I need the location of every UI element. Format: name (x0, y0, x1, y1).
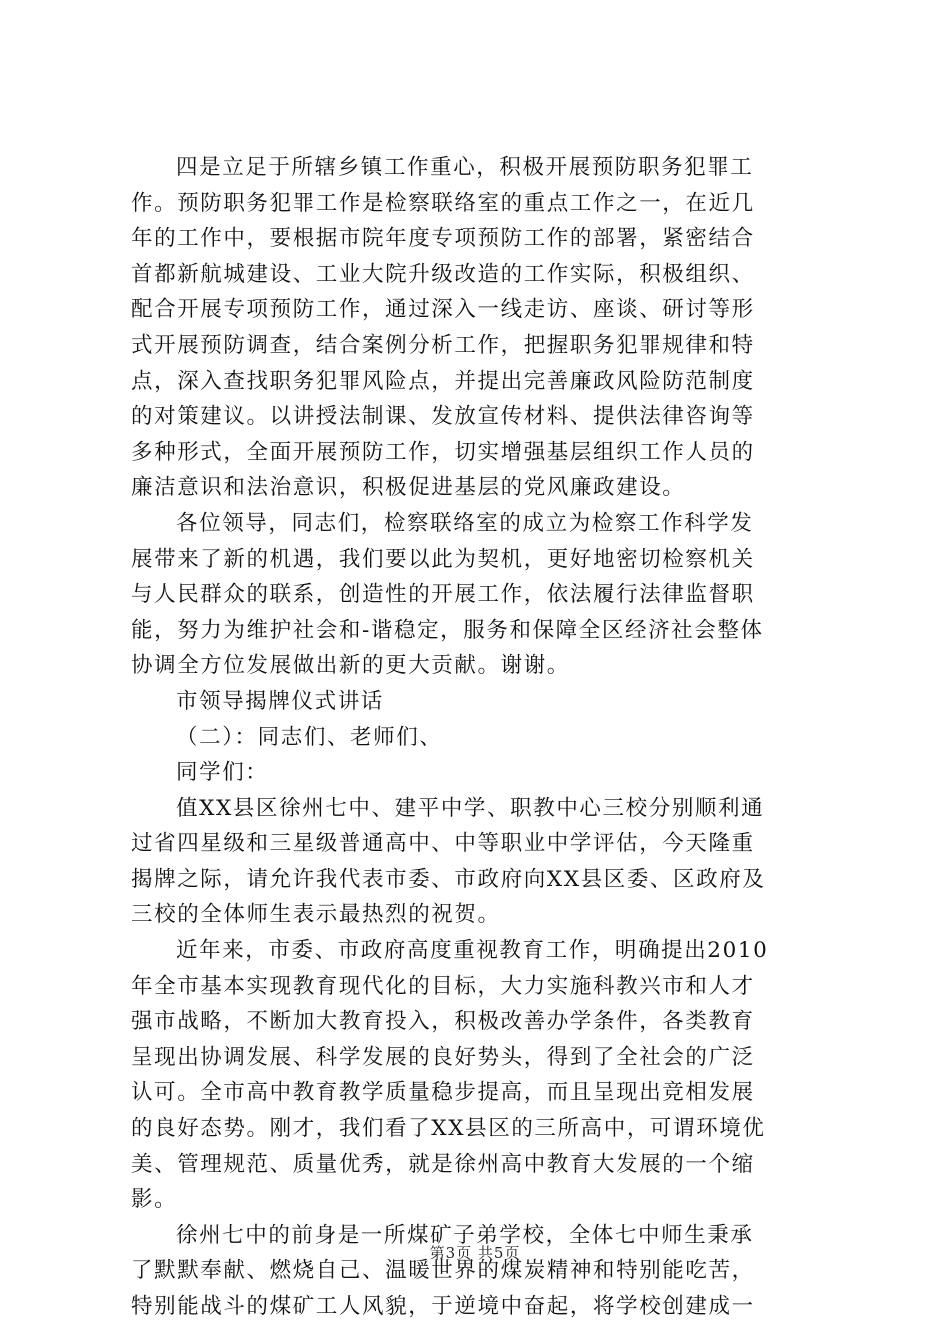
text-line: 的对策建议。以讲授法制课、发放宣传材料、提供法律咨询等 (131, 404, 755, 430)
text-line: 影。 (131, 1187, 178, 1213)
text-line: 年的工作中，要根据市院年度专项预防工作的部署，紧密结合 (131, 226, 755, 252)
text-line: （二）：同志们、老师们、 (176, 724, 443, 750)
text-line: 呈现出协调发展、科学发展的良好势头，得到了全社会的广泛 (131, 1044, 755, 1070)
text-line: 三校的全体师生表示最热烈的祝贺。 (131, 902, 501, 928)
text-line: 点，深入查找职务犯罪风险点，并提出完善廉政风险防范制度 (131, 368, 755, 394)
text-line: 徐州七中的前身是一所煤矿子弟学校，全体七中师生秉承 (176, 1222, 754, 1248)
text-line: 能，努力为维护社会和-谐稳定，服务和保障全区经济社会整体 (131, 617, 764, 643)
text-line: 廉洁意识和法治意识，积极促进基层的党风廉政建设。 (131, 475, 686, 501)
text-line: 作。预防职务犯罪工作是检察联络室的重点工作之一，在近几 (131, 190, 755, 216)
text-line: 展带来了新的机遇，我们要以此为契机，更好地密切检察机关 (131, 546, 755, 572)
text-line: 配合开展专项预防工作，通过深入一线走访、座谈、研讨等形 (131, 297, 755, 323)
text-line: 美、管理规范、质量优秀，就是徐州高中教育大发展的一个缩 (131, 1151, 755, 1177)
text-line: 多种形式，全面开展预防工作，切实增强基层组织工作人员的 (131, 439, 755, 465)
text-line: 首都新航城建设、工业大院升级改造的工作实际，积极组织、 (131, 261, 755, 287)
text-line: 揭牌之际，请允许我代表市委、市政府向XX县区委、区政府及 (131, 866, 766, 892)
text-line: 四是立足于所辖乡镇工作重心，积极开展预防职务犯罪工 (176, 155, 754, 180)
text-line: 年全市基本实现教育现代化的目标，大力实施科教兴市和人才 (131, 973, 755, 999)
text-line: 了默默奉献、燃烧自己、温暖世界的煤炭精神和特别能吃苦， (131, 1258, 755, 1284)
text-line: 强市战略，不断加大教育投入，积极改善办学条件，各类教育 (131, 1009, 755, 1035)
text-line: 市领导揭牌仪式讲话 (176, 688, 384, 714)
text-line: 各位领导，同志们，检察联络室的成立为检察工作科学发 (176, 510, 754, 536)
text-line: 同学们： (176, 760, 269, 786)
text-line: 的良好态势。刚才，我们看了XX县区的三所高中，可谓环境优 (131, 1116, 766, 1142)
text-line: 特别能战斗的煤矿工人风貌，于逆境中奋起，将学校创建成一 (131, 1294, 755, 1319)
document-body (131, 150, 821, 1325)
page-number: 第3页 共5页 (429, 1244, 521, 1262)
text-line: 协调全方位发展做出新的更大贡献。谢谢。 (131, 653, 570, 679)
text-line: 近年来，市委、市政府高度重视教育工作，明确提出2010 (176, 938, 769, 964)
text-line: 值XX县区徐州七中、建平中学、职教中心三校分别顺利通 (176, 795, 765, 821)
text-line: 与人民群众的联系，创造性的开展工作，依法履行法律监督职 (131, 582, 755, 608)
text-line: 式开展预防调查，结合案例分析工作，把握职务犯罪规律和特 (131, 332, 755, 358)
text-line: 过省四星级和三星级普通高中、中等职业中学评估，今天隆重 (131, 831, 755, 857)
text-line: 认可。全市高中教育教学质量稳步提高，而且呈现出竞相发展 (131, 1080, 755, 1106)
